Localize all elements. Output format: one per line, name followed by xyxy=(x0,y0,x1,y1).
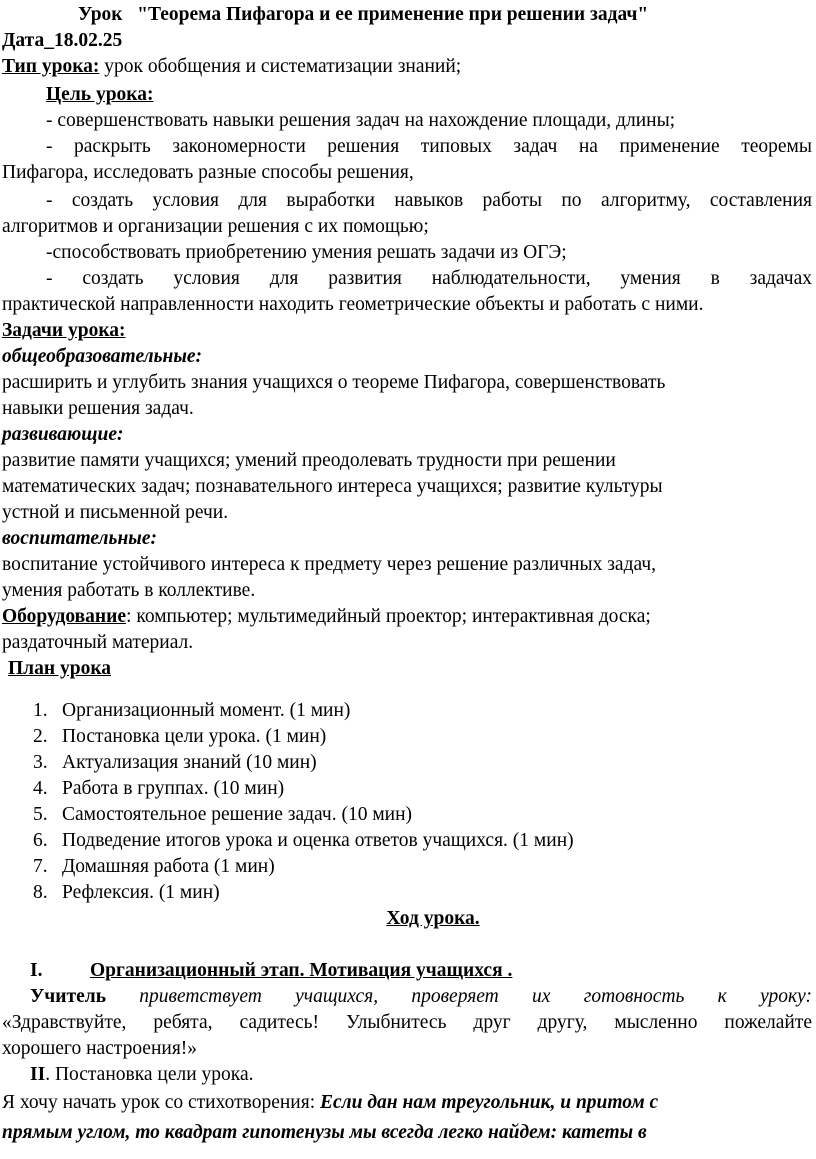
greeting-line-1: «Здравствуйте, ребята, садитесь! Улыбнитесь друг другу, мысленно пожелайте xyxy=(2,1012,812,1033)
plan-item: 6. Подведение итогов урока и оценка ответов учащихся. (1 мин) xyxy=(33,830,574,851)
goal-item-4: -способствовать приобретению умения решать задачи из ОГЭ; xyxy=(46,242,567,263)
plan-heading: План урока xyxy=(8,658,112,679)
plan-item: 2. Постановка цели урока. (1 мин) xyxy=(33,726,327,747)
tasks-heading: Задачи урока: xyxy=(2,320,126,341)
poem-line-2: прямым углом, то квадрат гипотенузы мы всегда легко найдем: катеты в xyxy=(2,1122,647,1143)
lesson-date: Дата_18.02.25 xyxy=(2,30,123,51)
goal-item-2-cont: Пифагора, исследовать разные способы решения, xyxy=(2,162,414,183)
plan-item: 3. Актуализация знаний (10 мин) xyxy=(33,752,317,773)
stage-1-number: I. xyxy=(30,960,43,981)
course-heading: Ход урока. xyxy=(386,908,480,929)
goal-item-1: - совершенствовать навыки решения задач на нахождение площади, длины; xyxy=(46,110,676,131)
goal-item-3-cont: алгоритмов и организации решения с их помощью; xyxy=(2,216,429,237)
plan-item: 8. Рефлексия. (1 мин) xyxy=(33,882,220,903)
goal-item-2: - раскрыть закономерности решения типовых задач на применение теоремы xyxy=(46,136,812,157)
plan-item: 7. Домашняя работа (1 мин) xyxy=(33,856,275,877)
plan-item: 1. Организационный момент. (1 мин) xyxy=(33,700,351,721)
plan-item: 5. Самостоятельное решение задач. (10 мин) xyxy=(33,804,413,825)
goal-item-5: - создать условия для развития наблюдательности, умения в задачах xyxy=(46,268,812,289)
poem-intro: Я хочу начать урок со стихотворения: Если дан нам треугольник, и притом с xyxy=(2,1092,659,1113)
tasks-general-line-2: навыки решения задач. xyxy=(2,398,194,419)
equipment-cont: раздаточный материал. xyxy=(2,632,194,653)
tasks-developing-label: развивающие: xyxy=(2,424,124,445)
teacher-action: Учитель приветствует учащихся, проверяет их готовность к уроку: xyxy=(30,986,812,1007)
plan-item: 4. Работа в группах. (10 мин) xyxy=(33,778,285,799)
plan-list xyxy=(0,698,574,906)
tasks-developing-line-1: развитие памяти учащихся; умений преодолевать трудности при решении xyxy=(2,450,616,471)
stage-2: II. Постановка цели урока. xyxy=(30,1064,254,1085)
tasks-educational-line-2: умения работать в коллективе. xyxy=(2,580,256,601)
tasks-general-label: общеобразовательные: xyxy=(2,346,203,367)
goal-item-3: - создать условия для выработки навыков работы по алгоритму, составления xyxy=(46,190,812,211)
lesson-type: Тип урока: урок обобщения и систематизации знаний; xyxy=(2,56,462,77)
greeting-line-2: хорошего настроения!» xyxy=(2,1038,198,1059)
tasks-developing-line-3: устной и письменной речи. xyxy=(2,502,229,523)
goal-item-5-cont: практической направленности находить геометрические объекты и работать с ними. xyxy=(2,294,704,315)
goal-heading: Цель урока: xyxy=(46,84,154,105)
tasks-developing-line-2: математических задач; познавательного интереса учащихся; развитие культуры xyxy=(2,476,663,497)
tasks-educational-line-1: воспитание устойчивого интереса к предмету через решение различных задач, xyxy=(2,554,657,575)
tasks-educational-label: воспитательные: xyxy=(2,528,157,549)
stage-1-title: Организационный этап. Мотивация учащихся . xyxy=(90,960,513,981)
lesson-heading: Урок "Теорема Пифагора и ее применение при решении задач" xyxy=(78,4,649,25)
tasks-general-line-1: расширить и углубить знания учащихся о теореме Пифагора, совершенствовать xyxy=(2,372,666,393)
equipment: Оборудование: компьютер; мультимедийный проектор; интерактивная доска; xyxy=(2,606,651,627)
